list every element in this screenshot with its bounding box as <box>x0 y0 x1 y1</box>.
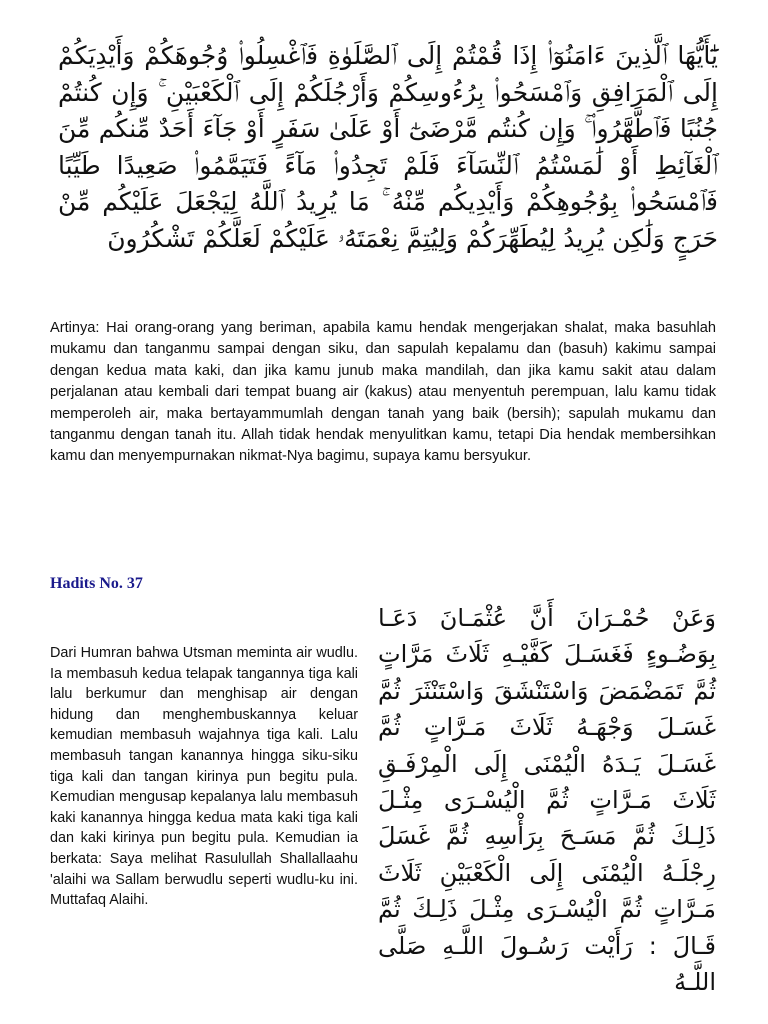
verse-translation: Artinya: Hai orang-orang yang beriman, apabila kamu hendak mengerjakan shalat, maka basuhlah mukamu dan tanganmu sampai dengan siku, dan sapulah kepalamu dan (basuh) kakimu sampai dengan kedua mata kaki, dan jika kamu junub maka mandilah, dan jika kamu sakit atau dalam perjalanan atau kembali dari tempat buang air (kakus) atau menyentuh perempuan, lalu kamu tidak memperoleh air, maka bertayammumlah dengan tanah yang baik (bersih); sapulah mukamu dan tanganmu dengan tanah itu. Allah tidak hendak menyulitkan kamu, tetapi Dia hendak membersihkan kamu dan menyempurnakan nikmat-Nya bagimu, supaya kamu bersyukur. <box>50 320 716 465</box>
hadits-translation: Dari Humran bahwa Utsman meminta air wudlu. Ia membasuh kedua telapak tangannya tiga kali lalu berkumur dan menghisap air dengan hidung dan menghembuskannya keluar kemudian membasuh wajahnya tiga kali. Lalu membasuh tangan kanannya hingga siku-siku tiga kali dan tangan kirinya pun begitu pula. Kemudian mengusap kepalanya lalu membasuh kaki kanannya hingga kedua mata kaki tiga kali dan kaki kirinya pun begitu pula. Kemudian ia berkata: Saya melihat Rasulullah Shallallaahu 'alaihi wa Sallam berwudlu seperti wudlu-ku ini. Muttafaq Alaihi. <box>50 645 358 909</box>
hadits-arabic: وَعَنْ حُمْـرَانَ أَنَّ عُثْمَـانَ دَعَـا بِوَضُـوءٍ فَغَسَـلَ كَفَّيْـهِ ثَلَاثَ مَرَّاتٍ ثُمَّ تَمَضْمَضَ وَاسْتَنْشَقَ وَاسْتَنْثَرَ ثُمَّ غَسَـلَ وَجْهَـهُ ثَلَاثَ مَـرَّاتٍ ثُمَّ غَسَـلَ يَـدَهُ الْيُمْنَى إِلَى الْمِرْفَـقِ ثَلَاثَ مَـرَّاتٍ ثُمَّ الْيُسْـرَى مِثْـلَ ذَلِـكَ ثُمَّ مَسَـحَ بِرَأْسِهِ ثُمَّ غَسَلَ رِجْلَـهُ الْيُمْنَى إِلَى الْكَعْبَيْنِ ثَلَاثَ مَـرَّاتٍ ثُمَّ الْيُسْـرَى مِثْـلَ ذَلِـكَ ثُمَّ قَـالَ : رَأَيْت رَسُـولَ اللَّـهِ صَلَّى اللَّـهُ <box>378 604 716 997</box>
hadits-heading: Hadits No. 37 <box>50 575 143 592</box>
quran-verse-arabic: يَٰٓأَيُّهَا ٱلَّذِينَ ءَامَنُوٓا۟ إِذَا قُمْتُمْ إِلَى ٱلصَّلَوٰةِ فَٱغْسِلُوا۟ وُجُوهَكُمْ وَأَيْدِيَكُمْ إِلَى ٱلْمَرَافِقِ وَٱمْسَحُوا۟ بِرُءُوسِكُمْ وَأَرْجُلَكُمْ إِلَى ٱلْكَعْبَيْنِ ۚ وَإِن كُنتُمْ جُنُبًا فَٱطَّهَّرُوا۟ ۚ وَإِن كُنتُم مَّرْضَىٰٓ أَوْ عَلَىٰ سَفَرٍ أَوْ جَآءَ أَحَدٌ مِّنكُم مِّنَ ٱلْغَآئِطِ أَوْ لَٰمَسْتُمُ ٱلنِّسَآءَ فَلَمْ تَجِدُوا۟ مَآءً فَتَيَمَّمُوا۟ صَعِيدًا طَيِّبًا فَٱمْسَحُوا۟ بِوُجُوهِكُمْ وَأَيْدِيكُم مِّنْهُ ۚ مَا يُرِيدُ ٱللَّهُ لِيَجْعَلَ عَلَيْكُم مِّنْ حَرَجٍ وَلَٰكِن يُرِيدُ لِيُطَهِّرَكُمْ وَلِيُتِمَّ نِعْمَتَهُۥ عَلَيْكُمْ لَعَلَّكُمْ تَشْكُرُونَ <box>58 41 718 253</box>
